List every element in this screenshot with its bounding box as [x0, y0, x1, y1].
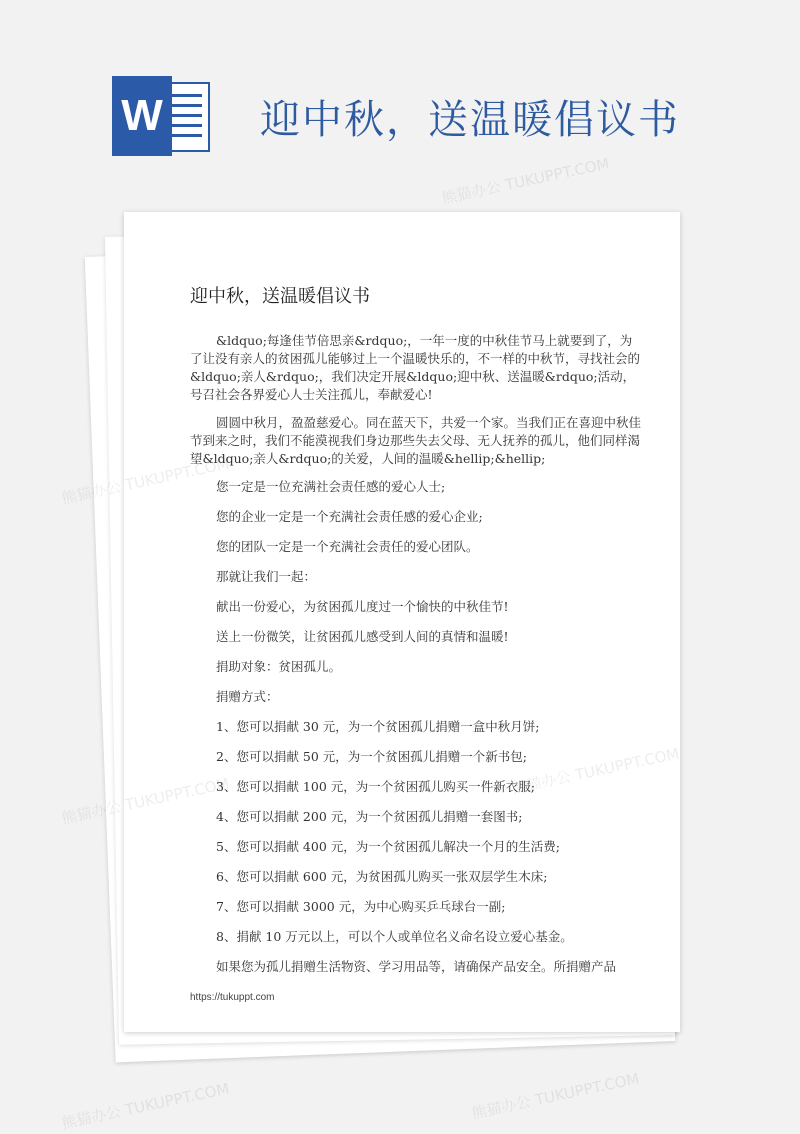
donation-item: 3、您可以捐献 100 元，为一个贫困孤儿购买一件新衣服;	[216, 779, 535, 794]
word-icon	[112, 76, 212, 156]
text-line: 捐助对象：贫困孤儿。	[216, 659, 342, 674]
watermark: 熊猫办公 TUKUPPT.COM	[440, 154, 611, 208]
watermark: 熊猫办公 TUKUPPT.COM	[470, 1069, 641, 1123]
donation-item: 1、您可以捐献 30 元，为一个贫困孤儿捐赠一盒中秋月饼;	[216, 719, 540, 734]
header-title: 迎中秋，送温暖倡议书	[260, 97, 680, 143]
document-body	[190, 332, 642, 982]
text-line: 您一定是一位充满社会责任感的爱心人士;	[216, 479, 446, 494]
footer-url: https://tukuppt.com	[190, 992, 275, 1003]
donation-item: 8、捐献 10 万元以上，可以个人或单位名义命名设立爱心基金。	[216, 929, 573, 944]
donation-item: 5、您可以捐献 400 元，为一个贫困孤儿解决一个月的生活费;	[216, 839, 560, 854]
donation-item: 7、您可以捐献 3000 元，为中心购买乒乓球台一副;	[216, 899, 506, 914]
text-line: 您的团队一定是一个充满社会责任的爱心团队。	[216, 539, 479, 554]
text-line: 如果您为孤儿捐赠生活物资、学习用品等，请确保产品安全。所捐赠产品	[216, 959, 617, 974]
text-line: 送上一份微笑，让贫困孤儿感受到人间的真情和温暖!	[216, 629, 509, 644]
watermark: 熊猫办公 TUKUPPT.COM	[60, 454, 231, 508]
text-line: 献出一份爱心，为贫困孤儿度过一个愉快的中秋佳节!	[216, 599, 509, 614]
document-page	[124, 212, 680, 1032]
donation-item: 6、您可以捐献 600 元，为贫困孤儿购买一张双层学生木床;	[216, 869, 548, 884]
word-logo-letter: W	[112, 76, 172, 156]
donation-item: 2、您可以捐献 50 元，为一个贫困孤儿捐赠一个新书包;	[216, 749, 528, 764]
donation-item: 4、您可以捐献 200 元，为一个贫困孤儿捐赠一套图书;	[216, 809, 523, 824]
watermark: 熊猫办公 TUKUPPT.COM	[60, 774, 231, 828]
paragraph-intro: &ldquo;每逢佳节倍思亲&rdquo;，一年一度的中秋佳节马上就要到了，为了让没有亲人的贫困孤儿能够过上一个温暖快乐的，不一样的中秋节，寻找社会的&ldquo;亲人&rdquo;，我们决定开展&ldquo;迎中秋、送温暖&rdquo;活动，号召社会各界爱心人士关注孤儿，奉献爱心!	[190, 333, 641, 402]
text-line: 捐赠方式：	[216, 689, 279, 704]
watermark: 熊猫办公 TUKUPPT.COM	[510, 744, 681, 798]
text-line: 那就让我们一起：	[216, 569, 317, 584]
page-header	[0, 0, 800, 200]
watermark: 熊猫办公 TUKUPPT.COM	[60, 1079, 231, 1133]
paragraph-moon: 圆圆中秋月，盈盈慈爱心。同在蓝天下，共爱一个家。当我们正在喜迎中秋佳节到来之时，我们不能漠视我们身边那些失去父母、无人抚养的孤儿，他们同样渴望&ldquo;亲人&rdquo;的关爱，人间的温暖&hellip;&hellip;	[190, 415, 642, 466]
document-title: 迎中秋，送温暖倡议书	[190, 286, 370, 307]
text-line: 您的企业一定是一个充满社会责任感的爱心企业;	[216, 509, 483, 524]
